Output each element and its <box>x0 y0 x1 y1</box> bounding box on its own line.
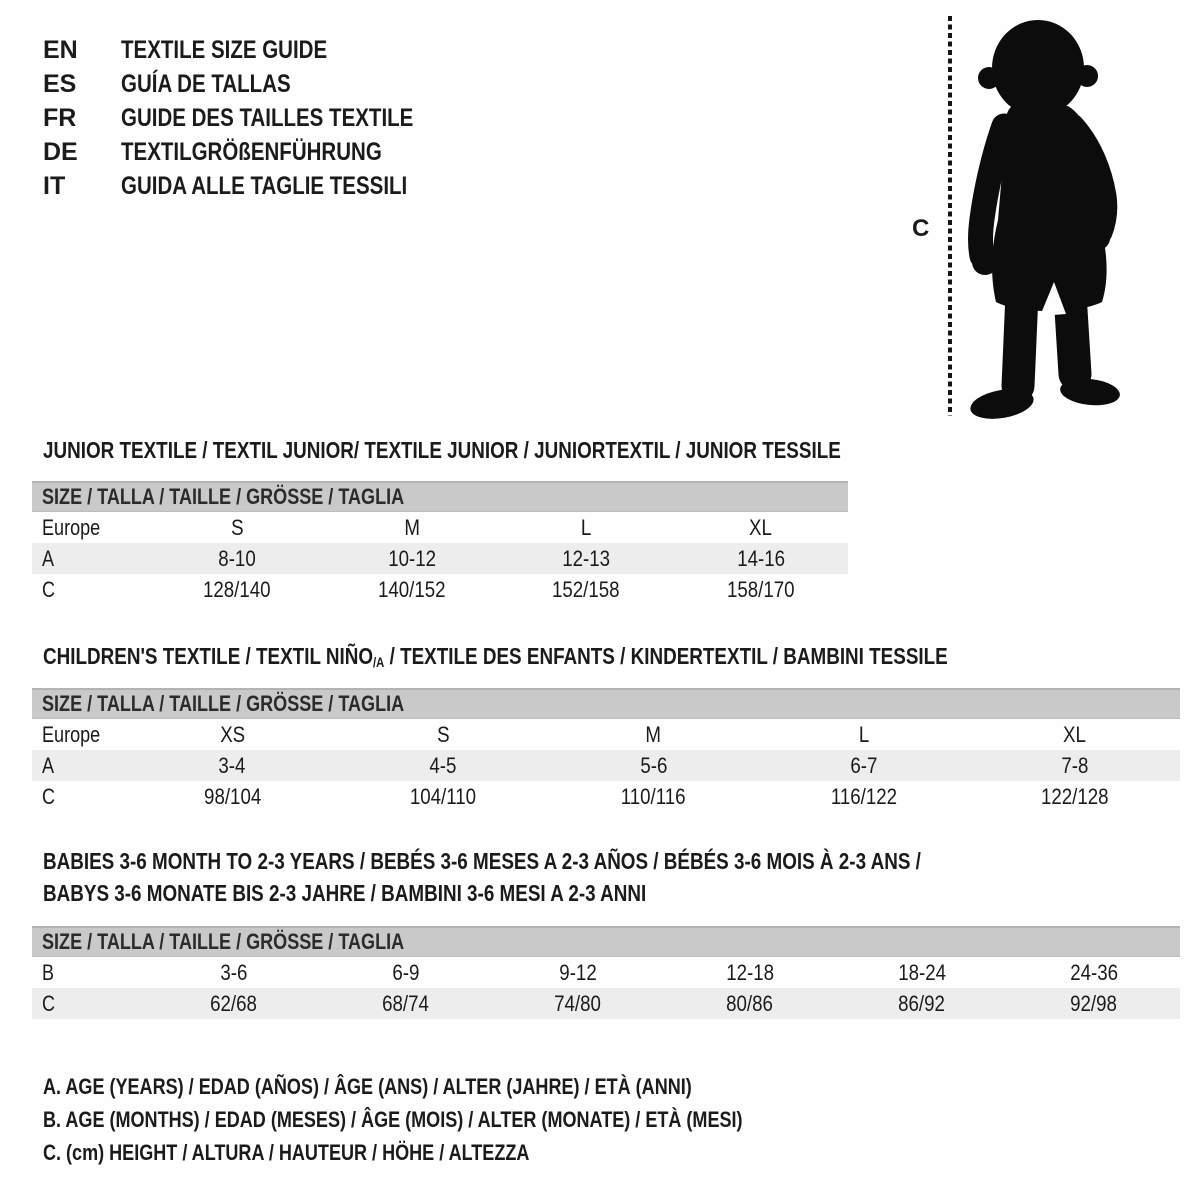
guide-title-fr: GUIDE DES TAILLES TEXTILE <box>121 104 414 132</box>
lang-code: EN <box>43 36 78 64</box>
row-europe <box>32 512 848 543</box>
size-header-bar: SIZE / TALLA / TAILLE / GRÖSSE / TAGLIA <box>32 481 848 512</box>
height-cell: 116/122 <box>830 783 898 809</box>
months-cell: 6-9 <box>392 959 420 985</box>
guide-title-it: GUIDA ALLE TAGLIE TESSILI <box>121 172 408 200</box>
row-c <box>32 988 1180 1019</box>
age-cell: 14-16 <box>736 545 785 571</box>
size-cell: XL <box>1063 721 1087 747</box>
height-cell: 80/86 <box>726 990 774 1016</box>
row-label: C <box>42 576 56 602</box>
age-cell: 12-13 <box>562 545 611 571</box>
height-cell: 152/158 <box>552 576 621 602</box>
lang-code: FR <box>43 104 77 132</box>
lang-code: ES <box>43 70 77 98</box>
row-label: A <box>42 752 55 778</box>
lang-row-es <box>43 67 478 101</box>
age-cell: 6-7 <box>850 752 878 778</box>
junior-size-table <box>32 481 848 605</box>
size-cell: S <box>231 514 244 540</box>
size-cell: M <box>645 721 662 747</box>
children-section-title: CHILDREN'S TEXTILE / TEXTIL $NIÑO_{/A}$ / TEXTILE DES ENFANTS / KINDERTEXTIL / BAMBINI TESSILE <box>43 643 948 671</box>
height-cell: 158/170 <box>726 576 795 602</box>
height-cell: 98/104 <box>203 783 261 809</box>
legend-age-years: A. AGE (YEARS) / EDAD (AÑOS) / ÂGE (ANS) / ALTER (JAHRE) / ETÀ (ANNI) <box>43 1074 692 1099</box>
lang-row-en <box>43 33 478 67</box>
toddler-silhouette-icon <box>958 14 1144 422</box>
lang-row-it <box>43 169 478 203</box>
children-size-table <box>32 688 1180 812</box>
language-title-list <box>43 33 478 203</box>
row-label: C <box>42 990 56 1016</box>
row-label: A <box>42 545 55 571</box>
months-cell: 12-18 <box>726 959 774 985</box>
height-cell: 92/98 <box>1070 990 1118 1016</box>
row-label: Europe <box>42 721 101 747</box>
age-cell: 10-12 <box>387 545 436 571</box>
size-cell: XS <box>219 721 245 747</box>
age-cell: 5-6 <box>639 752 667 778</box>
legend-height-cm: C. (cm) HEIGHT / ALTURA / HAUTEUR / HÖHE / ALTEZZA <box>43 1140 530 1165</box>
measurement-legend <box>43 1070 896 1169</box>
row-b <box>32 957 1180 988</box>
row-label: C <box>42 783 56 809</box>
legend-age-months: B. AGE (MONTHS) / EDAD (MESES) / ÂGE (MOIS) / ALTER (MONATE) / ETÀ (MESI) <box>43 1107 743 1132</box>
size-cell: L <box>858 721 870 747</box>
lang-row-fr <box>43 101 478 135</box>
age-cell: 3-4 <box>218 752 246 778</box>
height-measure-label: C <box>912 215 930 242</box>
guide-title-de: TEXTILGRÖßENFÜHRUNG <box>121 138 382 166</box>
size-cell: M <box>403 514 420 540</box>
row-europe <box>32 719 1180 750</box>
size-cell: XL <box>749 514 773 540</box>
height-dashed-line <box>948 16 952 416</box>
height-cell: 62/68 <box>210 990 258 1016</box>
size-cell: S <box>436 721 450 747</box>
size-header-bar: SIZE / TALLA / TAILLE / GRÖSSE / TAGLIA <box>32 926 1180 957</box>
height-cell: 86/92 <box>898 990 946 1016</box>
height-cell: 122/128 <box>1040 783 1109 809</box>
row-a <box>32 543 848 574</box>
height-cell: 68/74 <box>382 990 430 1016</box>
babies-section-title: BABIES 3-6 MONTH TO 2-3 YEARS / BEBÉS 3-6 MESES A 2-3 AÑOS / BÉBÉS 3-6 MOIS À 2-3 ANS / BABYS 3-6 MONATE BIS 2-3 JAHRE / BAMBINI 3-6 MESI A 2-3 ANNI <box>43 848 921 906</box>
height-cell: 128/140 <box>203 576 272 602</box>
height-cell: 110/116 <box>621 783 686 809</box>
months-cell: 3-6 <box>220 959 248 985</box>
height-cell: 74/80 <box>554 990 602 1016</box>
age-cell: 4-5 <box>429 752 457 778</box>
guide-title-es: GUÍA DE TALLAS <box>121 70 291 98</box>
nino-a-subscript: /A <box>373 655 385 671</box>
row-label: B <box>42 959 55 985</box>
height-cell: 140/152 <box>377 576 446 602</box>
babies-size-table <box>32 926 1180 1019</box>
row-c <box>32 574 848 605</box>
size-header-bar: SIZE / TALLA / TAILLE / GRÖSSE / TAGLIA <box>32 688 1180 719</box>
lang-row-de <box>43 135 478 169</box>
months-cell: 18-24 <box>898 959 946 985</box>
height-cell: 104/110 <box>409 783 477 809</box>
junior-section-title: JUNIOR TEXTILE / TEXTIL JUNIOR/ TEXTILE JUNIOR / JUNIORTEXTIL / JUNIOR TESSILE <box>43 437 841 463</box>
row-label: Europe <box>42 514 101 540</box>
lang-code: DE <box>43 138 78 166</box>
lang-code: IT <box>43 172 66 200</box>
age-cell: 7-8 <box>1061 752 1089 778</box>
months-cell: 9-12 <box>559 959 597 985</box>
row-c <box>32 781 1180 812</box>
months-cell: 24-36 <box>1070 959 1118 985</box>
size-cell: L <box>581 514 592 540</box>
guide-title-en: TEXTILE SIZE GUIDE <box>121 36 328 64</box>
age-cell: 8-10 <box>218 545 256 571</box>
row-a <box>32 750 1180 781</box>
